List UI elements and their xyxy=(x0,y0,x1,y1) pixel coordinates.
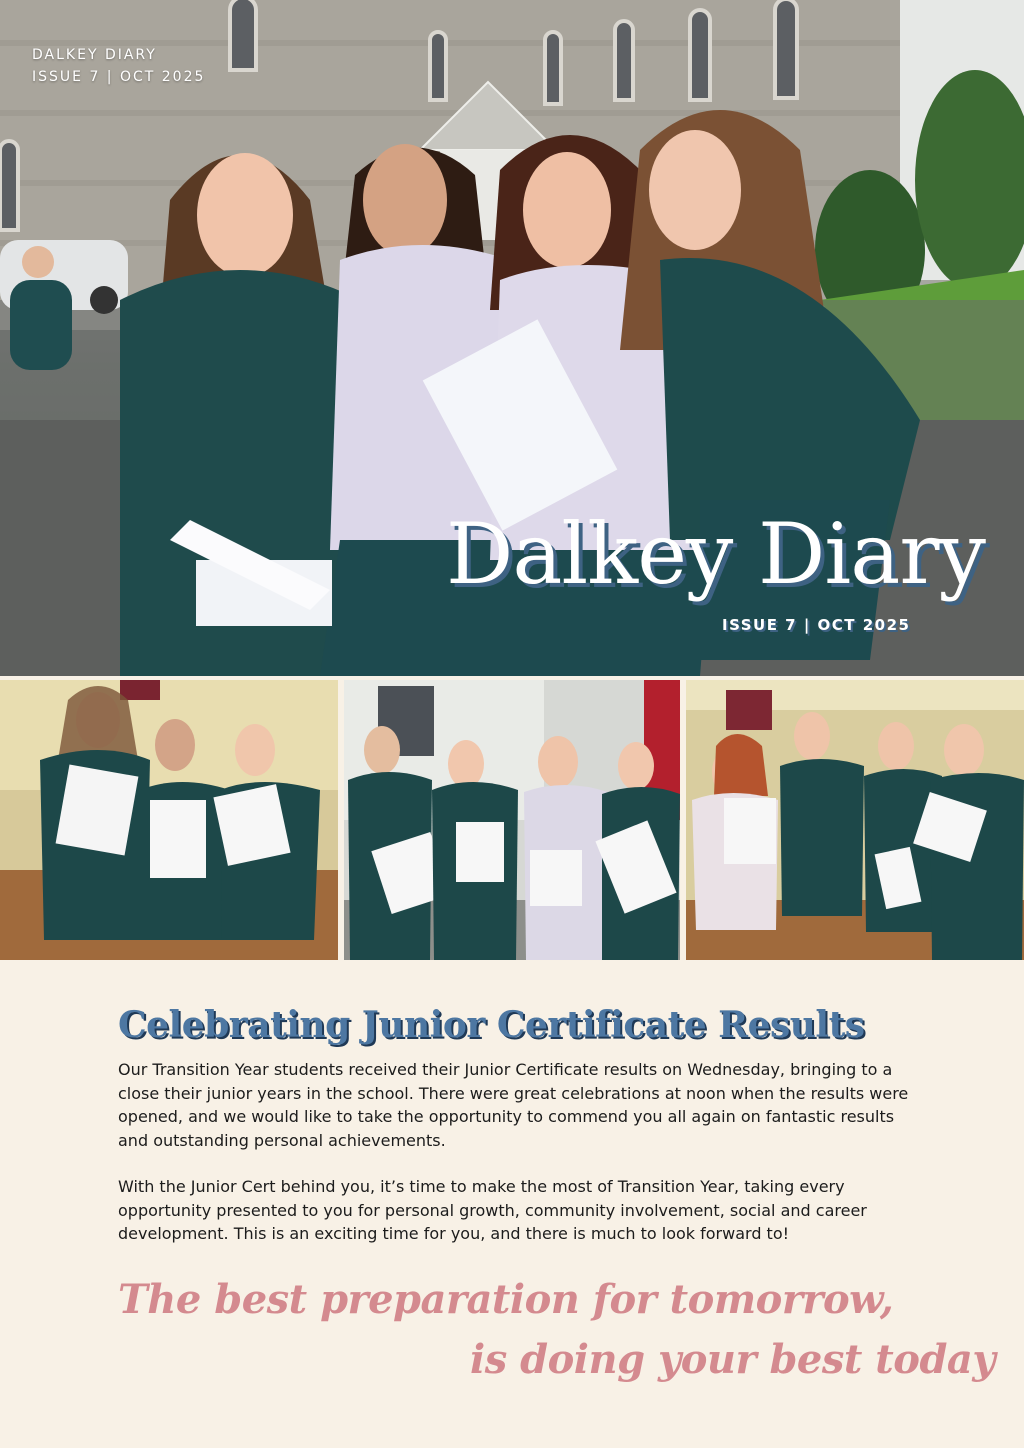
hero-photo xyxy=(0,0,1024,676)
quote-line-1: The best preparation for tomorrow, xyxy=(118,1276,894,1323)
photo-strip-middle xyxy=(344,680,680,960)
photo-left-illustration xyxy=(0,680,338,960)
photo-strip-left xyxy=(0,680,338,960)
article xyxy=(118,1004,918,1246)
article-headline: Celebrating Junior Certificate Results xyxy=(118,1004,865,1046)
article-paragraph-2: With the Junior Cert behind you, it’s time to make the most of Transition Year, taking every opportunity presented to you for personal growth, community involvement, social and career development. This is an exciting time for you, and there is much to look forward to! xyxy=(118,1177,867,1243)
hero-small-title: DALKEY DIARY xyxy=(32,47,157,63)
hero-small-caption xyxy=(32,44,205,88)
photo-middle-illustration xyxy=(344,680,680,960)
article-paragraph-1: Our Transition Year students received their Junior Certificate results on Wednesday, bringing to a close their junior years in the school. There were great celebrations at noon when the results were opened, and we would like to take the opportunity to commend you all again on fantastic results and outstanding personal achievements. xyxy=(118,1060,909,1150)
masthead-issue: ISSUE 7 | OCT 2025 xyxy=(722,616,911,634)
photo-right-illustration xyxy=(686,680,1024,960)
quote-line-2: is doing your best today xyxy=(470,1336,996,1383)
hero-small-issue: ISSUE 7 | OCT 2025 xyxy=(32,69,206,85)
photo-strip-right xyxy=(686,680,1024,960)
masthead-title: Dalkey Diary xyxy=(446,505,985,603)
